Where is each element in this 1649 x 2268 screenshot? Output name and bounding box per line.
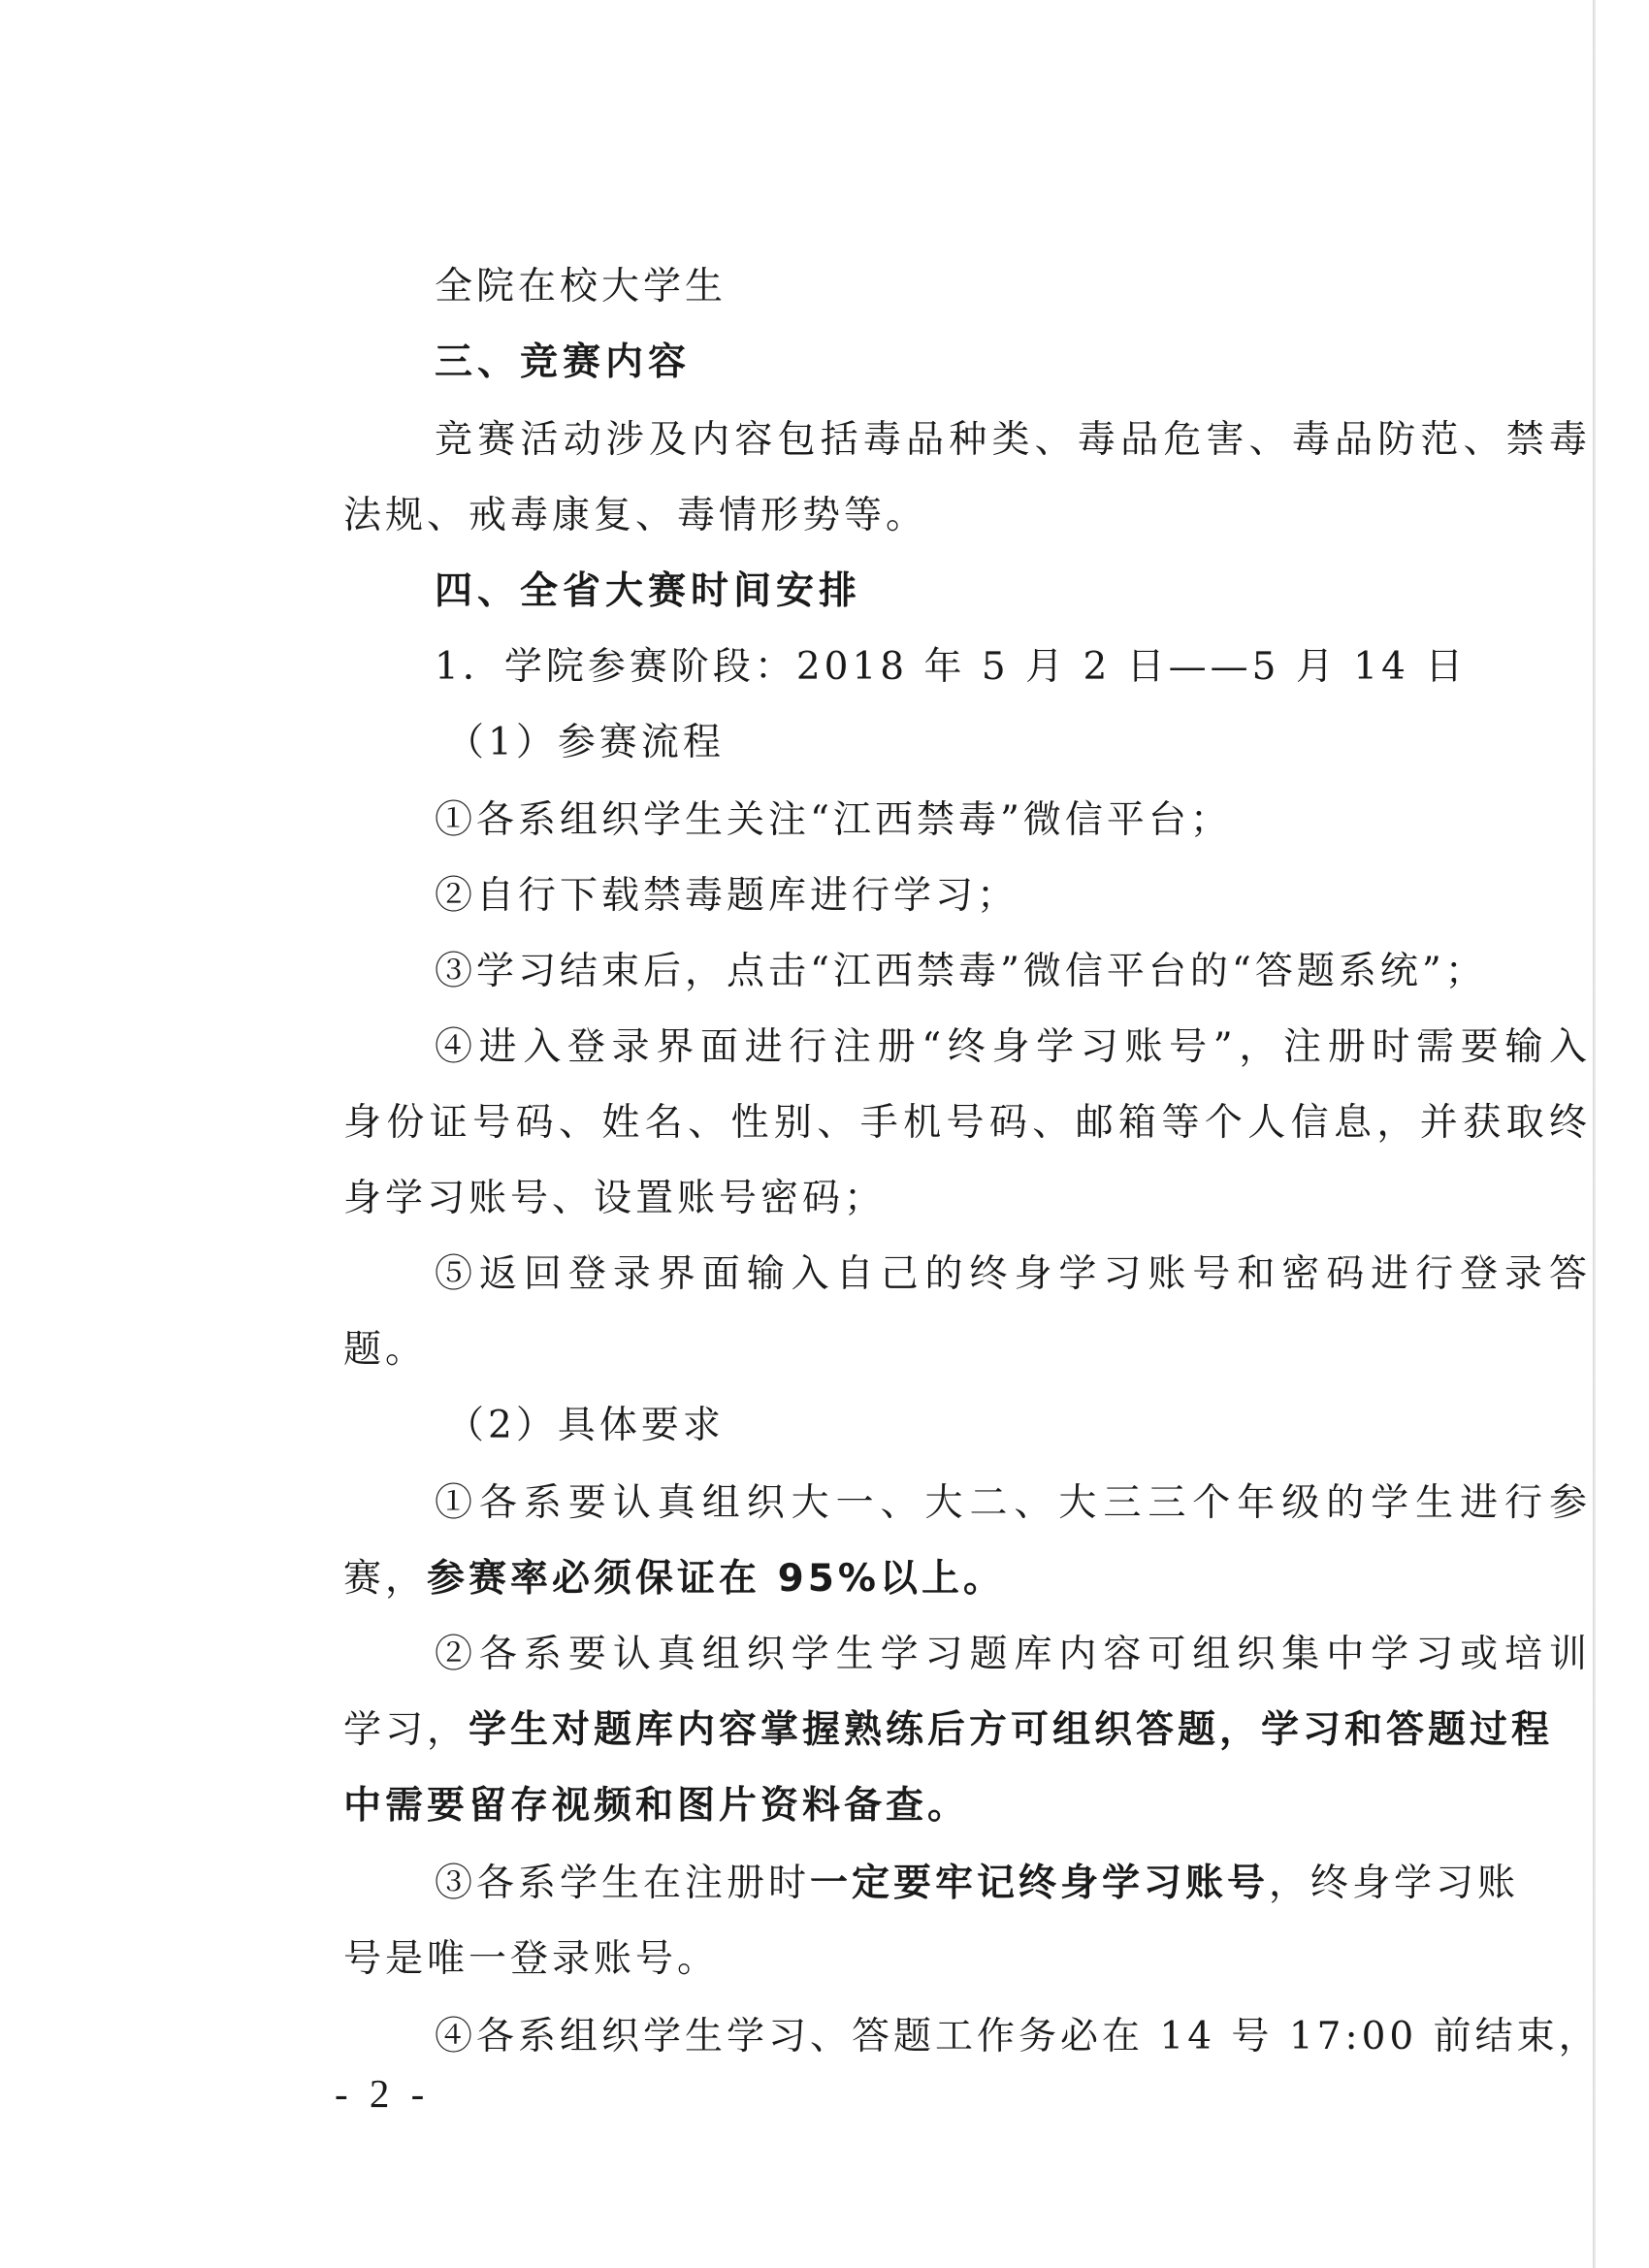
requirement-4: ④各系组织学生学习、答题工作务必在 14 号 17:00 前结束， xyxy=(435,2015,1600,2058)
requirement-3 xyxy=(0,1845,1649,1923)
flow-step-1: ①各系组织学生关注“江西禁毒”微信平台； xyxy=(435,798,1232,842)
plain-text: ③各系学生在注册时 xyxy=(435,1862,811,1905)
flow-step-4: ④进入登录界面进行注册“终身学习账号”，注册时需要输入 xyxy=(435,1025,1591,1069)
emphasis-text: 一定要牢记终身学习账号 xyxy=(810,1862,1270,1905)
requirement-2-cont xyxy=(0,1692,1649,1769)
subsection-title: 1．学院参赛阶段：2018 年 5 月 2 日——5 月 14 日 xyxy=(435,645,1468,689)
plain-text: 学习， xyxy=(343,1708,469,1752)
flow-step-2: ②自行下载禁毒题库进行学习； xyxy=(435,874,1019,918)
requirement-3-cont: 号是唯一登录账号。 xyxy=(343,1937,720,1981)
requirement-1-cont xyxy=(0,1540,1649,1618)
paragraph-line: 竞赛活动涉及内容包括毒品种类、毒品危害、毒品防范、禁毒 xyxy=(435,418,1591,462)
requirement-1: ①各系要认真组织大一、大二、大三三个年级的学生进行参 xyxy=(435,1481,1591,1525)
section-heading-4: 四、全省大赛时间安排 xyxy=(435,569,862,613)
page-number: - 2 - xyxy=(335,2071,431,2116)
flow-step-4-cont: 身学习账号、设置账号密码； xyxy=(343,1177,887,1220)
paragraph-line: 法规、戒毒康复、毒情形势等。 xyxy=(343,494,928,537)
emphasis-text: 参赛率必须保证在 95%以上。 xyxy=(427,1557,1005,1601)
requirement-2: ②各系要认真组织学生学习题库内容可组织集中学习或培训 xyxy=(435,1633,1591,1676)
flow-step-3: ③学习结束后，点击“江西禁毒”微信平台的“答题系统”； xyxy=(435,950,1487,993)
plain-text: ，终身学习账 xyxy=(1269,1862,1520,1905)
target-participants-line: 全院在校大学生 xyxy=(435,265,728,308)
section-heading-3: 三、竞赛内容 xyxy=(435,340,692,384)
emphasis-text: 学生对题库内容掌握熟练后方可组织答题，学习和答题过程 xyxy=(469,1708,1554,1752)
subsection-label: （1）参赛流程 xyxy=(446,721,725,764)
emphasis-text: 中需要留存视频和图片资料备查。 xyxy=(343,1784,970,1828)
flow-step-4-cont: 身份证号码、姓名、性别、手机号码、邮箱等个人信息，并获取终 xyxy=(343,1101,1591,1145)
subsection-label: （2）具体要求 xyxy=(446,1404,725,1447)
requirement-2-cont xyxy=(0,1767,1649,1845)
plain-text: 赛， xyxy=(343,1557,428,1601)
flow-step-5: ⑤返回登录界面输入自己的终身学习账号和密码进行登录答 xyxy=(435,1252,1591,1296)
flow-step-5-cont: 题。 xyxy=(343,1328,428,1372)
